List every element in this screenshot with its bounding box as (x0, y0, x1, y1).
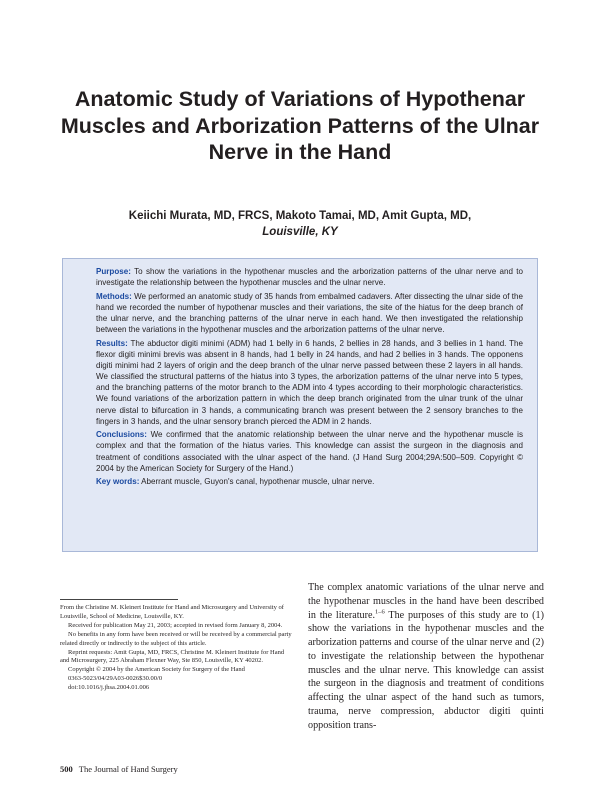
keywords-text: Aberrant muscle, Guyon's canal, hypothenar muscle, ulnar nerve. (141, 477, 375, 487)
abstract-results (96, 338, 523, 427)
abstract-box (62, 258, 538, 552)
footnote-doi: doi:10.1016/j.jhsa.2004.01.006 (68, 684, 150, 692)
reference-superscript: 1–6 (374, 608, 385, 616)
article-title: Anatomic Study of Variations of Hypothenar Muscles and Arborization Patterns of the Ulnar Nerve in the Hand (60, 87, 540, 164)
results-label: Results: (96, 338, 128, 348)
intro-paragraph (308, 581, 544, 732)
footnote-copyright: Copyright © 2004 by the American Society for Surgery of the Hand (68, 666, 245, 674)
author-location: Louisville, KY (262, 226, 338, 238)
footnote-affiliation: From the Christine M. Kleinert Institute for Hand and Microsurgery and University of Louisville, School of Medicine, Louisville, KY. (60, 604, 284, 620)
journal-name: The Journal of Hand Surgery (78, 764, 178, 774)
footnote-issn: 0363-5023/04/29A03-0026$30.00/0 (68, 675, 163, 683)
methods-label: Methods: (96, 291, 132, 301)
abstract-purpose (96, 266, 523, 288)
keywords-label: Key words: (96, 477, 140, 487)
footnote-received: Received for publication May 21, 2003; accepted in revised form January 8, 2004. (68, 621, 283, 629)
footnote-divider (60, 599, 178, 600)
conclusions-label: Conclusions: (96, 430, 147, 440)
author-block (60, 208, 540, 240)
footnote-reprints: Reprint requests: Amit Gupta, MD, FRCS, Christine M. Kleinert Institute for Hand and Microsurgery, 225 Abraham Flexner Way, Ste 850, Louisville, KY 40202. (60, 648, 285, 665)
author-names: Keiichi Murata, MD, FRCS, Makoto Tamai, MD, Amit Gupta, MD, (128, 210, 472, 222)
purpose-text: To show the variations in the hypothenar muscles and the arborization patterns of the ulnar nerve and to investigate the relationship between the hypothenar muscles and the ulnar nerve. (96, 267, 524, 288)
purpose-label: Purpose: (96, 267, 131, 276)
page-number: 500 (60, 764, 73, 774)
results-text: The abductor digiti minimi (ADM) had 1 belly in 6 hands, 2 bellies in 28 hands, and 3 bellies in 1 hand. The flexor digiti minimi brevis was absent in 8 hands, had 1 belly in 24 hands, and had 2 bellies in 3 hands. The opponens digiti minimi had 2 layers of origin and the deep branch of the ulnar nerve passed between these 2 layers in all hands. We classified the structural patterns of the hiatus into 3 types, the arborization patterns of the ulnar nerve into 5 types, and the branching patterns of the motor branch to the ADM into 4 types according to their morphologic characteristics. We found variations of the arborization pattern in which the deep branch originated from the ulnar trunk of the ulnar nerve distal to bifurcation in 3 hands, a communicating branch was present between the 2 sensory branches to the fingers in 3 hands, and the ulnar sensory branch pierced the ADM in 2 hands. (96, 338, 523, 426)
intro-text-end: The purposes of this study are to (1) show the variations in the hypothenar muscles and the arborization patterns and course of the ulnar nerve and (2) to investigate the relationship between the hypothenar muscles and the ulnar nerve. This knowledge can assist the surgeon in the diagnosis and treatment of conditions affecting the ulnar aspect of the hand such as tumors, trauma, nerve compression, abductor digiti quinti opposition trans- (308, 609, 544, 731)
intro-text-start: The complex anatomic variations of the ulnar nerve and the hypothenar muscles in the hand have been described in the literature. (308, 582, 544, 621)
page-footer (60, 764, 178, 774)
abstract-conclusions (96, 429, 523, 473)
abstract-methods (96, 291, 523, 335)
conclusions-text: We confirmed that the anatomic relationship between the ulnar nerve and the hypothenar muscle is complex and that the formation of the hiatus varies. This knowledge can assist the surgeon in the diagnosis and treatment of conditions associated with the ulnar aspect of the hand. (J Hand Surg 2004;29A:500–509. Copyright © 2004 by the American Society for Surgery of the Hand.) (96, 430, 523, 473)
abstract-keywords (96, 476, 523, 487)
body-column (308, 581, 544, 732)
footnotes (60, 604, 292, 693)
footnote-benefits: No benefits in any form have been received or will be received by a commercial party related directly or indirectly to the subject of this article. (60, 630, 292, 647)
methods-text: We performed an anatomic study of 35 hands from embalmed cadavers. After dissecting the ulnar side of the hand we recorded the number of hypothenar muscles and their variations, the site of the hiatus for the deep branch of the ulnar nerve, and the branching patterns of the ulnar nerve in each hand. We then investigated the relationship between the variations in the hypothenar muscles and the arborization patterns of the ulnar nerve. (96, 291, 523, 335)
